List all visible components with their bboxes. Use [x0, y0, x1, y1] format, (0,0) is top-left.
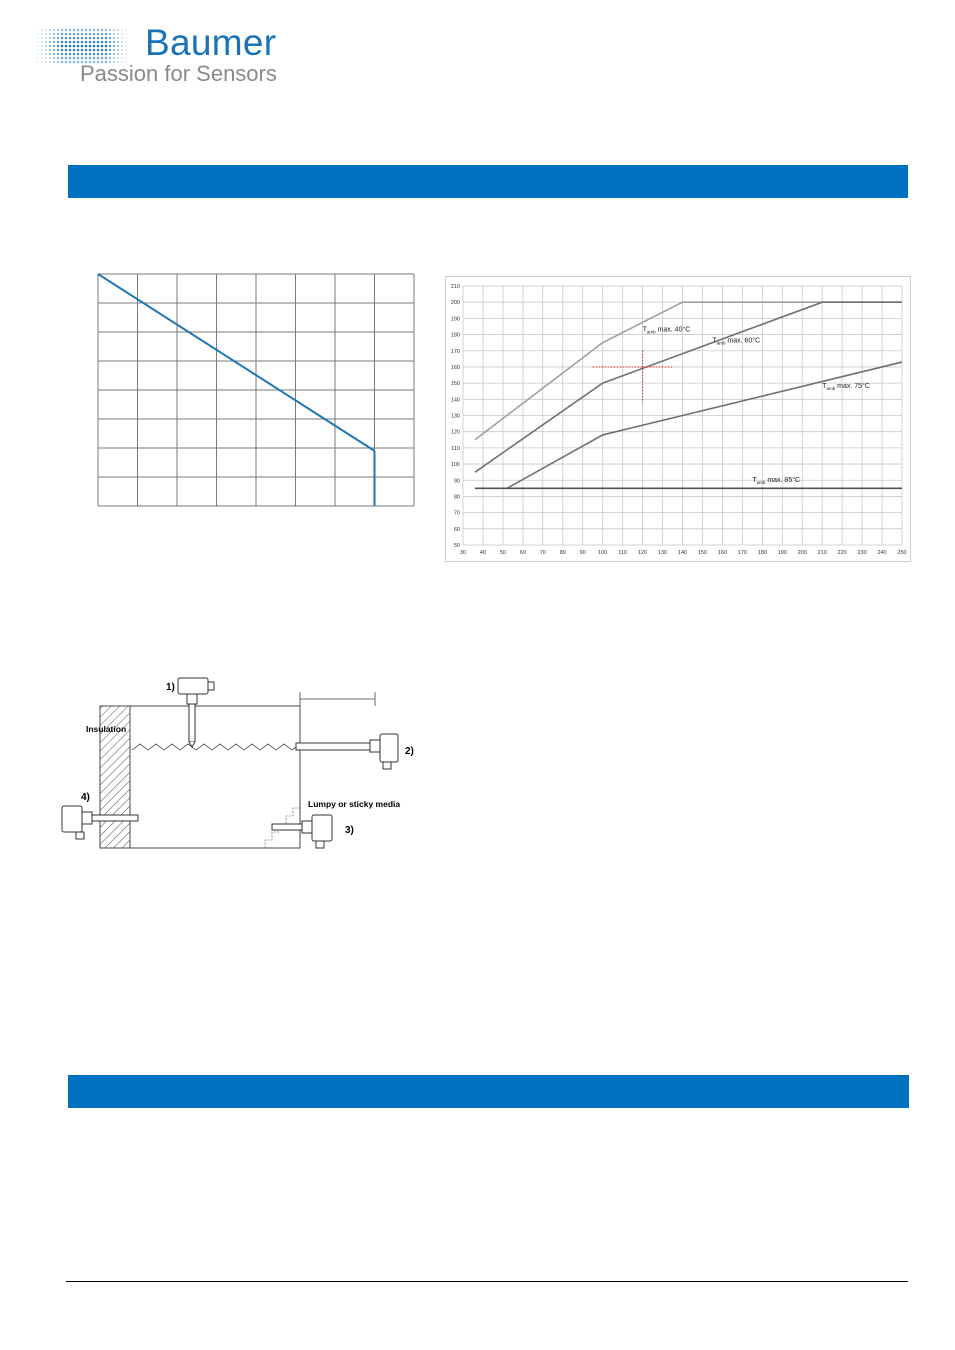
logo-dot	[61, 45, 64, 48]
logo-dot	[73, 29, 76, 32]
logo-dot	[97, 37, 100, 40]
chart-right-x-tick-label: 90	[579, 550, 586, 556]
logo-dot	[77, 57, 80, 60]
logo-dot	[89, 29, 92, 32]
logo-dot	[53, 33, 55, 35]
chart-right-x-tick-label: 100	[598, 550, 608, 556]
logo-dot	[41, 29, 43, 31]
logo-dot	[49, 45, 51, 47]
chart-right-y-tick-label: 150	[450, 381, 460, 388]
chart-right-x-tick-label: 240	[877, 550, 887, 556]
chart-right-y-tick-label: 90	[453, 478, 460, 485]
logo-dot	[45, 49, 47, 51]
logo-dot	[45, 33, 47, 35]
logo-dot	[57, 57, 59, 59]
logo-dot	[121, 53, 123, 55]
chart-right-y-tick-label: 180	[450, 332, 460, 339]
logo-dot	[77, 37, 80, 40]
chart-right-series-label: $T_{amb}$ max. 40°C	[642, 326, 691, 335]
logo-dot	[89, 37, 92, 40]
logo-dot	[109, 29, 111, 31]
logo-dot	[113, 57, 115, 59]
logo-dot	[37, 45, 39, 47]
logo-dot	[101, 33, 104, 36]
logo-dot	[125, 57, 127, 59]
logo-dot	[57, 49, 59, 51]
logo-dot	[97, 53, 100, 56]
chart-right-x-tick-label: 180	[757, 550, 767, 556]
chart-right-series-label: $T_{amb}$ max. 60°C	[712, 337, 761, 346]
chart-right-y-tick-label: 140	[450, 397, 460, 404]
logo-dot	[109, 57, 111, 59]
logo-dot	[101, 29, 104, 32]
logo-dot	[117, 41, 119, 43]
diagram-label-1: 1)	[166, 682, 175, 693]
brand-tagline: Passion for Sensors	[80, 61, 277, 86]
chart-right-y-tick-label: 170	[450, 348, 460, 355]
logo-dot	[105, 29, 108, 32]
logo-dot	[61, 57, 64, 60]
chart-right-y-tick-label: 110	[451, 445, 460, 452]
logo-dot	[93, 41, 96, 44]
logo-dot	[77, 29, 80, 32]
logo-dot	[121, 41, 123, 43]
chart-right-y-tick-label: 50	[453, 543, 460, 549]
chart-right-x-tick-label: 50	[499, 550, 506, 556]
logo-dot	[41, 45, 43, 47]
chart-right-x-tick-label: 200	[797, 550, 807, 556]
logo-dot	[105, 33, 108, 36]
logo-dot	[69, 45, 72, 48]
logo-dot	[89, 41, 92, 44]
logo-dot	[121, 57, 123, 59]
logo-dot	[73, 45, 76, 48]
chart-right-y-tick-label: 80	[453, 494, 460, 501]
logo-dot	[89, 45, 92, 48]
chart-right-x-tick-label: 130	[657, 550, 668, 556]
logo-dot	[121, 37, 123, 39]
chart-right-x-tick-label: 150	[697, 550, 708, 556]
logo-dot	[53, 37, 55, 39]
logo-dot	[121, 49, 123, 51]
logo-dot	[93, 45, 96, 48]
chart-right-y-tick-label: 60	[453, 526, 460, 533]
logo-dot	[57, 53, 59, 55]
logo-dot	[109, 41, 111, 43]
logo-dot	[113, 29, 115, 31]
logo-dot	[45, 45, 47, 47]
logo-dot	[73, 53, 76, 56]
logo-dot	[81, 41, 84, 44]
sensor-1-icon	[178, 678, 214, 747]
logo-dot	[37, 33, 39, 35]
logo-dot	[89, 33, 92, 36]
chart-right-x-tick-label: 190	[777, 550, 787, 556]
logo-dot	[73, 57, 76, 60]
logo-dot	[125, 29, 127, 31]
logo-dot	[93, 37, 96, 40]
logo-dot	[93, 49, 96, 52]
logo-dot	[65, 53, 68, 56]
logo-dot	[45, 29, 47, 31]
logo-dot	[117, 29, 119, 31]
logo-dot	[117, 45, 119, 47]
logo-dot	[45, 61, 47, 63]
chart-right-x-tick-label: 70	[539, 550, 546, 556]
logo-dot	[85, 45, 88, 48]
logo-dot	[61, 29, 64, 32]
diagram-label-3: 3)	[345, 825, 354, 836]
logo-dot	[73, 61, 76, 64]
logo-dot	[69, 53, 72, 56]
section-bar-top	[68, 165, 908, 198]
logo-dot	[81, 29, 84, 32]
logo-dot	[117, 33, 119, 35]
logo-dot	[73, 41, 76, 44]
logo-dot	[125, 41, 127, 43]
logo-dot	[121, 29, 123, 31]
logo-dot	[53, 45, 55, 47]
logo-mark-icon	[36, 28, 128, 64]
logo-dot	[105, 53, 108, 56]
logo-dot	[49, 53, 51, 55]
sensor-2-icon	[296, 734, 398, 769]
logo-dot	[77, 61, 80, 64]
logo-dot	[69, 33, 72, 36]
chart-right-x-tick-label: 80	[559, 550, 566, 556]
logo-dot	[65, 41, 68, 44]
logo-dot	[125, 45, 127, 47]
logo-dot	[113, 41, 115, 43]
logo-dot	[57, 37, 59, 39]
chart-right-x-tick-label: 230	[857, 550, 867, 556]
logo-dot	[45, 41, 47, 43]
chart-right-y-tick-label: 130	[450, 413, 460, 420]
logo-dot	[57, 41, 59, 43]
logo-dot	[125, 33, 127, 35]
logo-dot	[97, 33, 100, 36]
logo-dot	[41, 41, 43, 43]
liquid-level	[132, 744, 300, 750]
logo-dot	[85, 53, 88, 56]
logo-dot	[61, 53, 64, 56]
logo-dot	[53, 53, 55, 55]
diagram-insulation-label: Insulation	[86, 724, 127, 734]
logo-dot	[37, 37, 39, 39]
logo-dot	[81, 57, 84, 60]
logo-dot	[65, 37, 68, 40]
chart-right-y-tick-label: 200	[450, 300, 460, 307]
logo-dot	[37, 49, 39, 51]
chart-right-series-label: $T_{amb}$ max. 85°C	[752, 476, 801, 485]
logo-dot	[37, 41, 39, 43]
logo-dot	[113, 53, 115, 55]
chart-right-x-tick-label: 60	[519, 550, 526, 556]
logo-dot	[85, 49, 88, 52]
logo-dot	[105, 49, 108, 52]
logo-dot	[65, 29, 68, 32]
logo-dot	[85, 57, 88, 60]
logo-dot	[105, 41, 108, 44]
logo-dot	[97, 29, 100, 32]
logo-dot	[53, 41, 55, 43]
logo-dot	[77, 49, 80, 52]
logo-dot	[97, 41, 100, 44]
logo-dot	[117, 57, 119, 59]
logo-dot	[65, 49, 68, 52]
chart-right-y-tick-label: 210	[450, 284, 460, 290]
logo-dot	[61, 41, 64, 44]
chart-right-y-tick-label: 160	[450, 364, 460, 371]
diagram-label-4: 4)	[81, 792, 90, 803]
sensor-3-icon	[272, 815, 332, 848]
logo-dot	[65, 57, 68, 60]
chart-right-y-tick-label: 70	[453, 510, 460, 517]
logo-dot	[41, 57, 43, 59]
chart-right-x-tick-label: 110	[618, 550, 628, 556]
logo-dot	[53, 29, 55, 31]
logo-dot	[105, 57, 108, 60]
section-bar-bottom	[68, 1075, 909, 1108]
logo-dot	[101, 49, 104, 52]
logo-dot	[89, 49, 92, 52]
diagram-lumpy-label: Lumpy or sticky media	[308, 799, 401, 809]
chart-right-x-tick-label: 250	[897, 550, 907, 556]
logo-dot	[69, 29, 72, 32]
logo-dot	[113, 37, 115, 39]
logo-dot	[49, 37, 51, 39]
chart-right-x-tick-label: 170	[737, 550, 747, 556]
logo-dot	[49, 41, 51, 43]
logo-dot	[69, 49, 72, 52]
logo-dot	[49, 57, 51, 59]
logo-dot	[69, 61, 72, 64]
logo-dot	[101, 53, 104, 56]
logo-dot	[117, 37, 119, 39]
logo-dot	[37, 57, 39, 59]
logo-dot	[77, 41, 80, 44]
logo-dot	[101, 41, 104, 44]
chart-right-y-tick-label: 100	[450, 462, 460, 469]
logo-dot	[81, 45, 84, 48]
logo-dot	[109, 49, 111, 51]
chart-right-x-tick-label: 40	[479, 550, 487, 556]
logo-dot	[69, 41, 72, 44]
logo-dot	[113, 49, 115, 51]
logo-dot	[57, 33, 59, 35]
chart-left-series-line	[98, 274, 375, 451]
logo-dot	[125, 53, 127, 55]
logo-dot	[81, 53, 84, 56]
logo-dot	[85, 37, 88, 40]
chart-right-x-tick-label: 120	[637, 550, 648, 556]
logo-dot	[109, 33, 111, 35]
installation-diagram	[60, 672, 420, 852]
logo-dot	[93, 57, 96, 60]
logo-dot	[41, 49, 43, 51]
logo-dot	[85, 33, 88, 36]
footer-rule	[66, 1281, 908, 1282]
logo-dot	[101, 45, 104, 48]
chart-right-x-tick-label: 210	[817, 550, 827, 556]
logo-dot	[41, 53, 43, 55]
logo-dot	[73, 37, 76, 40]
logo-dot	[121, 33, 123, 35]
logo-dot	[65, 45, 68, 48]
logo-dot	[93, 53, 96, 56]
chart-right-x-tick-label: 140	[677, 550, 688, 556]
logo-dot	[109, 53, 111, 55]
logo-dot	[37, 61, 39, 63]
logo-dot	[89, 53, 92, 56]
logo-dot	[61, 49, 64, 52]
logo-dot	[57, 61, 59, 63]
logo-dot	[113, 45, 115, 47]
logo-dot	[65, 61, 68, 64]
logo-dot	[53, 57, 55, 59]
logo-dot	[117, 53, 119, 55]
logo-dot	[41, 33, 43, 35]
chart-right-x-tick-label: 160	[717, 550, 728, 556]
logo-dot	[53, 61, 55, 63]
logo-dot	[101, 37, 104, 40]
logo-dot	[49, 33, 51, 35]
logo-dot	[93, 33, 96, 36]
logo-dot	[45, 37, 47, 39]
logo-dot	[77, 53, 80, 56]
logo-dot	[49, 61, 51, 63]
logo-dot	[53, 49, 55, 51]
logo-dot	[57, 45, 59, 47]
logo-dot	[81, 33, 84, 36]
logo-dot	[81, 49, 84, 52]
logo-dot	[109, 37, 111, 39]
chart-left	[96, 272, 416, 508]
logo-dot	[97, 45, 100, 48]
logo-dot	[65, 33, 68, 36]
chart-right-y-tick-label: 190	[450, 316, 460, 323]
diagram-label-2: 2)	[405, 746, 414, 757]
logo-dot	[97, 57, 100, 60]
chart-right	[445, 276, 911, 562]
logo-dot	[69, 37, 72, 40]
logo-dot	[109, 45, 111, 47]
logo-dot	[81, 37, 84, 40]
logo-dot	[89, 57, 92, 60]
logo-dot	[93, 29, 96, 32]
logo-dot	[101, 57, 104, 60]
logo-dot	[45, 53, 47, 55]
logo-dot	[69, 57, 72, 60]
logo-dot	[61, 37, 64, 40]
brand-name: Baumer	[145, 22, 277, 63]
logo-dot	[97, 49, 100, 52]
logo-dot	[73, 49, 76, 52]
logo-dot	[41, 61, 43, 63]
chart-right-y-tick-label: 120	[450, 429, 460, 436]
logo-dot	[49, 49, 51, 51]
logo-dot	[49, 29, 51, 31]
logo-dot	[117, 49, 119, 51]
logo-dot	[45, 57, 47, 59]
logo-dot	[105, 45, 108, 48]
logo-dot	[77, 45, 80, 48]
logo-dot	[41, 37, 43, 39]
logo-dot	[37, 53, 39, 55]
logo-dot	[37, 29, 39, 31]
logo-dot	[121, 45, 123, 47]
chart-right-x-tick-label: 30	[459, 550, 467, 556]
logo-dot	[57, 29, 59, 31]
logo-dot	[61, 33, 64, 36]
logo-dot	[105, 37, 108, 40]
logo-dot	[77, 33, 80, 36]
logo-dot	[85, 41, 88, 44]
logo-dot	[61, 61, 64, 64]
chart-right-series-label: $T_{amb}$ max. 75°C	[822, 382, 870, 391]
logo-dot	[113, 33, 115, 35]
logo-dot	[125, 37, 127, 39]
logo-dot	[85, 29, 88, 32]
logo-dot	[73, 33, 76, 36]
logo-dot	[125, 49, 127, 51]
chart-right-x-tick-label: 220	[837, 550, 847, 556]
